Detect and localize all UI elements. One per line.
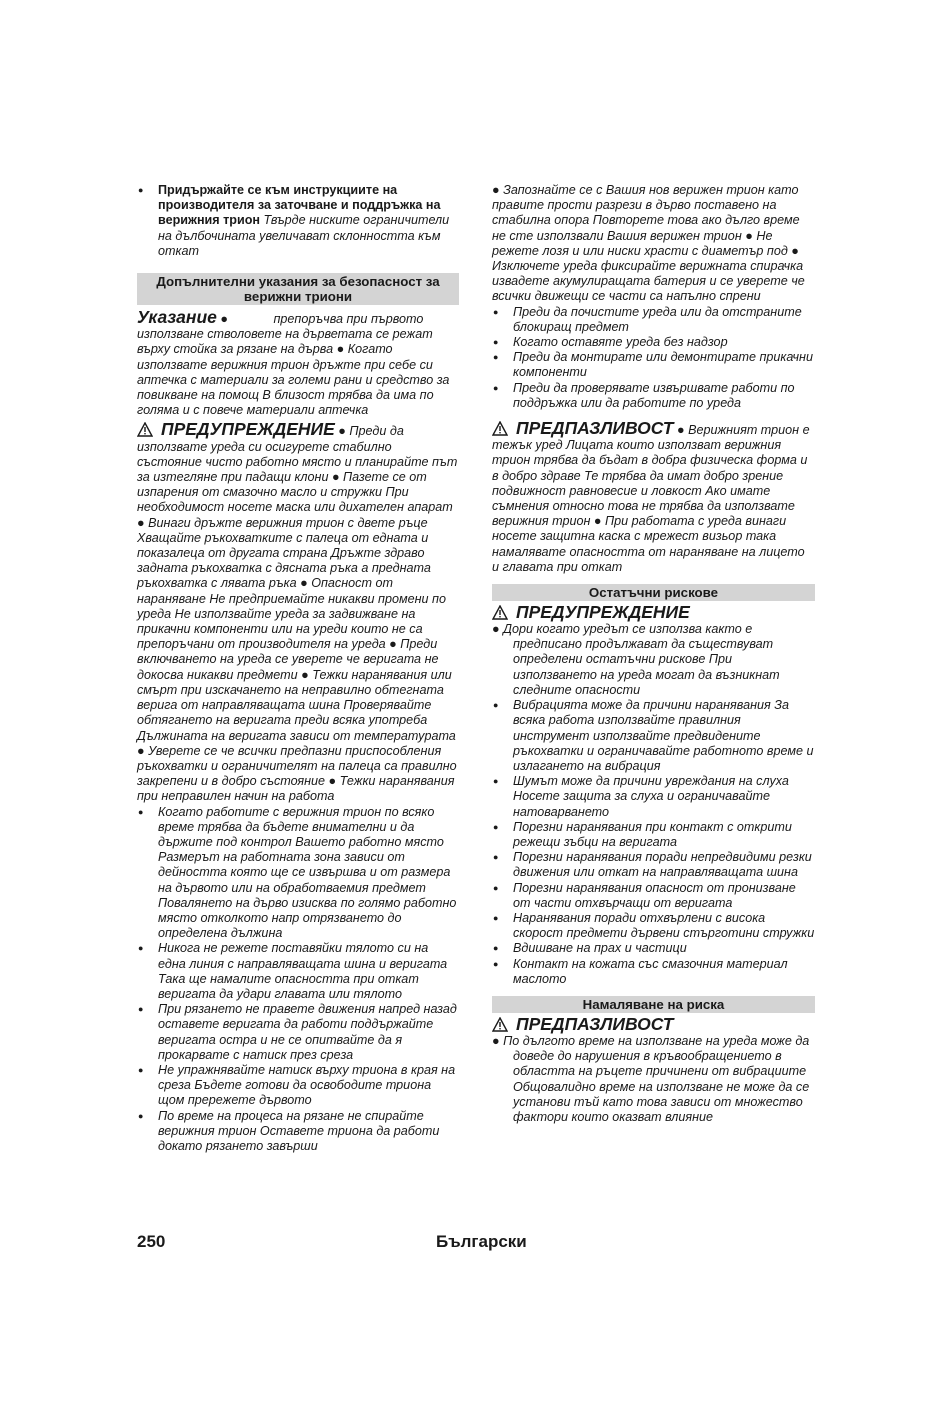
section-heading: Допълнителни указания за безопасност за верижни триони — [137, 273, 459, 305]
warning-triangle-icon — [492, 1017, 508, 1032]
page-number: 250 — [137, 1232, 166, 1251]
intro-paragraph: ● Запознайте се с Вашия нов верижен трион като правите прости разрези в дърво поставено на стабилна опора Повторете това ако дълго време не сте използвали Вашия верижен трион ● Не режете лозя и или ниски храсти с диаметър под ● Изключете уреда фиксирайте верижната спирачка извадете акумулиращата батерия и се уверете че всички движещи се части са напълно спрени — [492, 183, 805, 304]
list-item: ● Когато работите с верижния трион по всяко време трябва да бъдете внимателни и да държите под контрол Вашето работно място Размерът на работната зона зависи от дейността която ще се извършва и от размера на дървото или на обработваемия предмет Повалянето на дърво изисква по голямо работно място отколкото напр отрязването до определена дължина — [137, 805, 459, 942]
warning-triangle-icon — [492, 605, 508, 620]
list-item: ● Вибрацията може да причини наранявания За всяка работа използвайте правилния инструмент използвайте предвидените ръкохватки и ограничавайте работното време и излагането на вибрация — [492, 698, 815, 774]
list-item: ● Порезни наранявания поради непредвидими резки движения или откат на направляващата шина — [492, 850, 815, 880]
caution-paragraph: ПРЕДПАЗЛИВОСТ ● Верижният трион е тежък уред Лицата които използват верижния трион трябва да бъдат в добра физическа форма и в добро здраве Те трябва да имат добро зрение подвижност равновесие и ловкост Ако имате съмнения относно това не трябва да използвате верижния трион ● При работата с уреда винаги носете защитна каска с мрежест визьор така намалявате опасността от нараняване на лицето и главата при откат — [492, 418, 810, 574]
instruction-bold: Придържайте се към инструкциите на производителя за заточване и поддръжка на верижния трион — [158, 183, 441, 228]
warning-paragraph: ПРЕДУПРЕЖДЕНИЕ ● Преди да използвате уреда си осигурете стабилно състояние чисто работно място и планирайте път за изтегляне при падащи клони ● Пазете се от изпарения от смазочно масло и стружки При необходимост носете маска или дихателен апарат ● Винаги дръжте верижния трион с двете ръце Хващайте ръкохватките с палеца от едната и показалеца от другата страна Дръжте здраво задната ръкохватка с дясната ръка а предната ръкохватка с лявата ръка ● Опасност от нараняване Не предприемайте никакви промени по уреда Не използвайте уреда за задвижване на прикачни компоненти или на уреди които не са препоръчани от производителя на уреда ● Преди включването на уреда се уверете че веригата не докосва никакви предмети ● Тежки наранявания или смърт при изскачането на неправилно обтегната верига от направляващата шина Проверявайте обтягането на веригата преди всяка употреба Дължината на веригата зависи от температурата ● Уверете се че всички предпазни приспособления ръкохватки и ограничителят на палеца са правилно закрепени и в добро състояние ● Тежки наранявания при неправилен начин на работа — [137, 419, 458, 804]
section-heading: Остатъчни рискове — [492, 584, 815, 601]
caution-label: ПРЕДПАЗЛИВОСТ — [516, 418, 674, 439]
list-item — [137, 183, 459, 259]
list-item: ● Порезни наранявания опасност от пронизване от части отхвърчащи от веригата — [492, 881, 815, 911]
warning-label: ПРЕДУПРЕЖДЕНИЕ — [516, 602, 690, 623]
warning-triangle-icon — [137, 422, 153, 437]
list-item: ● Порезни наранявания при контакт с открити режещи зъбци на веригата — [492, 820, 815, 850]
list-item: ● По време на процеса на рязане не спирайте верижния трион Оставете триона да работи докато рязането завърши — [137, 1109, 459, 1155]
list-item: ● Никога не режете поставяйки тялото си на една линия с направляващата шина и веригата Така ще намалите опасността при откат веригата да удари главата или тялото — [137, 941, 459, 1002]
list-item: ● Преди да почистите уреда или да отстраните блокиращ предмет — [492, 305, 815, 335]
note-paragraph: Указание ● препоръчва при първото използване стволовете на дърветата се режат върху стойка за рязане на дърва ● Когато използвате верижния трион дръжте при себе си аптечка с материали за големи рани и средство за повикване на помощ В близост трябва да има по голяма и с повече материали аптечка — [137, 307, 450, 418]
warning-heading — [137, 419, 335, 439]
list-item: ● Шумът може да причини увреждания на слуха Носете защита за слуха и ограничавайте натоварването — [492, 774, 815, 820]
list-item: ● Не упражнявайте натиск върху триона в края на среза Бъдете готови да освободите триона щом прережете дървото — [137, 1063, 459, 1109]
risk-bullet-list — [492, 698, 815, 987]
caution-text: Верижният трион е тежък уред Лицата които използват верижния трион трябва да бъдат в добра физическа форма и в добро здраве Те трябва да имат добро зрение подвижност равновесие и ловкост Ако имате съмнения относно това не трябва да използвате верижния трион ● При работата с уреда винаги носете защитна каска с мрежест визьор така намалявате опасността от нараняване на лицето и главата при откат — [492, 423, 810, 574]
instruction-italic: Твърде ниските ограничители на дълбочината увеличават склонността към откат — [158, 213, 450, 258]
list-item: ● Когато оставяте уреда без надзор — [492, 335, 815, 350]
list-item: ● Вдишване на прах и частици — [492, 941, 815, 956]
risk-intro: ● Дори когато уредът се използва както е предписано продължават да съществуват определени остатъчни рискове При използването на уреда могат да възникнат следните опасности — [492, 622, 780, 697]
warning-label: ПРЕДУПРЕЖДЕНИЕ — [161, 419, 335, 440]
left-bullet-list — [137, 805, 459, 1155]
right-column — [492, 183, 815, 1125]
warning-text: Преди да използвате уреда си осигурете стабилно състояние чисто работно място и планирайте път за изтегляне при падащи клони ● Пазете се от изпарения от смазочно масло и стружки При необходимост носете маска или дихателен апарат ● Винаги дръжте верижния трион с двете ръце Хващайте ръкохватките с палеца от едната и показалеца от другата страна Дръжте здраво задната ръкохватка с дясната ръка а предната ръкохватка с лявата ръка ● Опасност от нараняване Не предприемайте никакви промени по уреда Не използвайте уреда за задвижване на прикачни компоненти или на уреди които не са препоръчани от производителя на уреда ● Преди включването на уреда се уверете че веригата не докосва никакви предмети ● Тежки наранявания или смърт при изскачането на неправилно обтегната верига от направляващата шина Проверявайте обтягането на веригата преди всяка употреба Дължината на веригата зависи от температурата ● Уверете се че всички предпазни приспособления ръкохватки и ограничителят на палеца са правилно закрепени и в добро състояние ● Тежки наранявания при неправилен начин на работа — [137, 424, 458, 804]
intro-bullet-list — [492, 305, 815, 411]
note-text: препоръчва при първото използване стволовете на дърветата се режат върху стойка за рязане на дърва ● Когато използвате верижния трион дръжте при себе си аптечка с материали за големи рани и средство за повикване на помощ В близост трябва да има по голяма и с повече материали аптечка — [137, 312, 450, 418]
caution-text: ● По дългото време на използване на уреда може да доведе до нарушения в кръвообращението в областта на ръцете причинени от вибрациите Общовалидно време на използване не може да се установи тъй като това зависи от множество фактори които оказват влияние — [492, 1033, 810, 1124]
list-item: ● Преди да монтирате или демонтирате прикачни компоненти — [492, 350, 815, 380]
warning-triangle-icon — [492, 421, 508, 436]
warning-heading — [492, 603, 815, 622]
list-item: ● При рязането не правете движения напред назад оставете веригата да работи поддържайте веригата остра и не се опитвайте да я прокарвате с натиск през среза — [137, 1002, 459, 1063]
list-item: ● Контакт на кожата със смазочния материал маслото — [492, 957, 815, 987]
list-item: ● Наранявания поради отхвърлени с висока скорост предмети дървени стърготини стружки — [492, 911, 815, 941]
caution-label: ПРЕДПАЗЛИВОСТ — [516, 1013, 674, 1034]
left-column — [137, 183, 459, 1154]
caution-heading — [492, 418, 673, 438]
note-label: Указание — [137, 307, 217, 328]
footer-language: Български — [436, 1232, 527, 1251]
list-item: ● Преди да проверявате извършвате работи по поддръжка или да работите по уреда — [492, 381, 815, 411]
section-heading: Намаляване на риска — [492, 996, 815, 1013]
caution-heading — [492, 1015, 815, 1034]
